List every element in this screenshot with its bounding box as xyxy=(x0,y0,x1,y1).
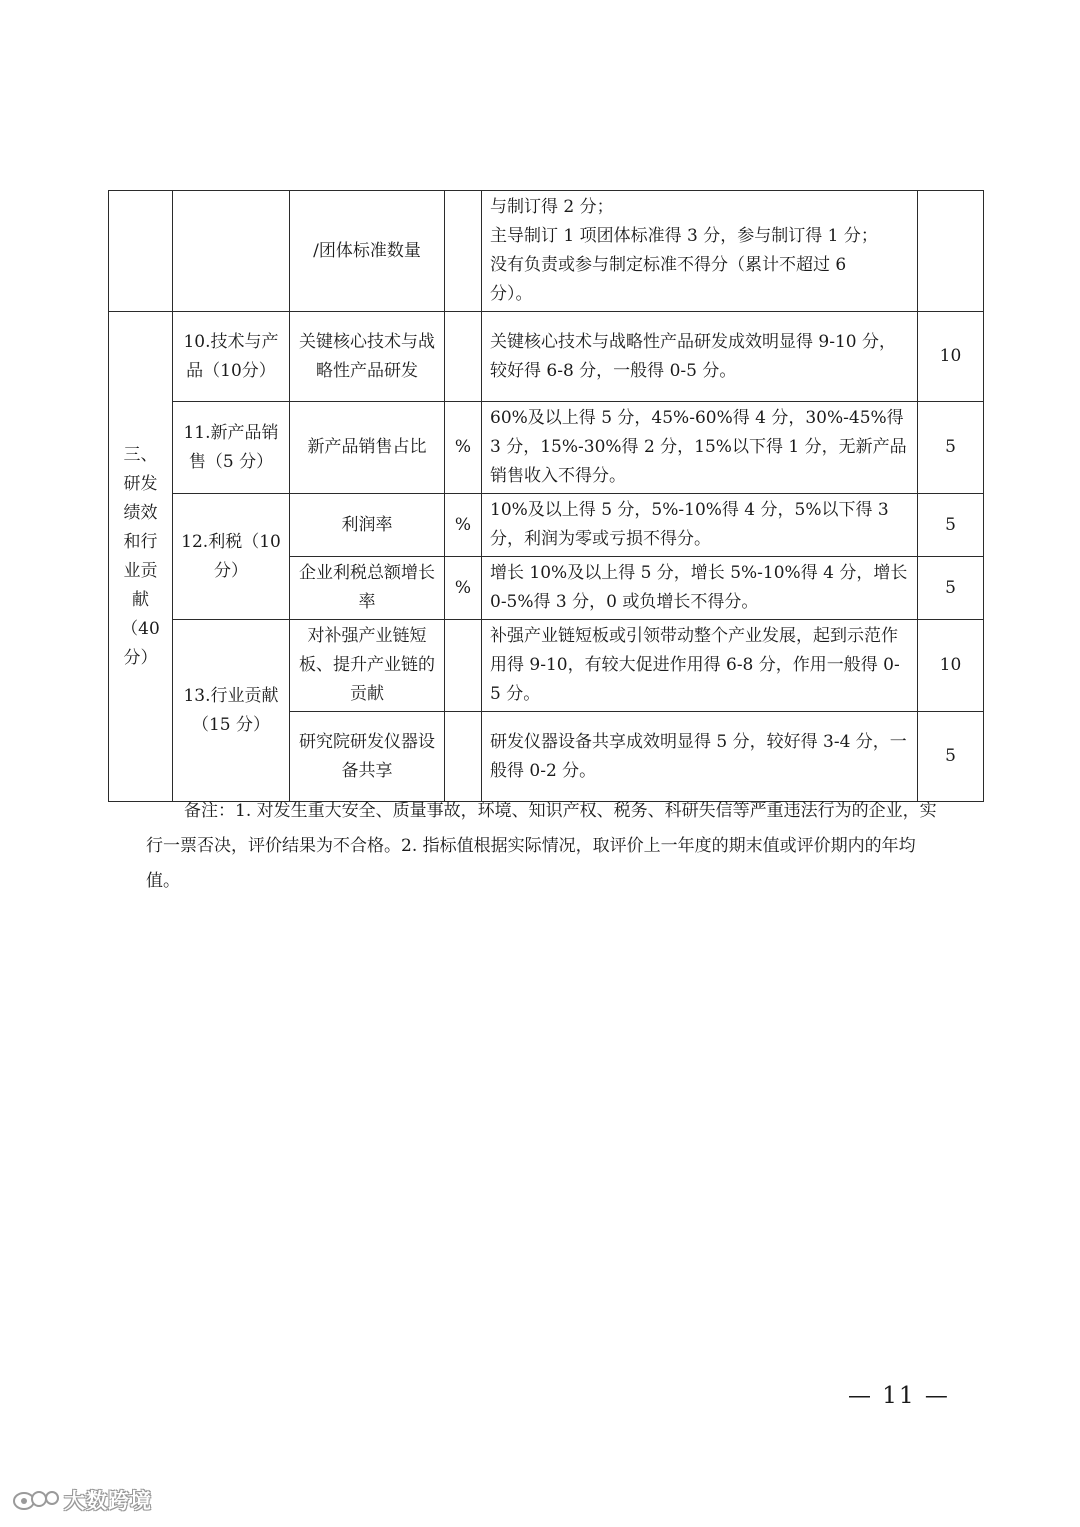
group-cell-blank xyxy=(173,191,290,312)
table-row xyxy=(109,494,984,557)
page-number: — 11 — xyxy=(848,1383,950,1409)
unit-cell xyxy=(445,620,482,712)
section-label-line: 献 xyxy=(132,589,149,610)
criteria-line: 与制订得 2 分； xyxy=(490,197,614,217)
criteria-cell: 60%及以上得 5 分，45%-60%得 4 分，30%-45%得 3 分，15%-30%得 2 分，15%以下得 1 分，无新产品销售收入不得分。 xyxy=(482,402,918,494)
unit-cell xyxy=(445,312,482,402)
unit-cell: % xyxy=(445,402,482,494)
table-row xyxy=(109,620,984,712)
indicator-cell: 关键核心技术与战略性产品研发 xyxy=(290,312,445,402)
section-label-line: 和行 xyxy=(123,531,158,552)
table-row xyxy=(109,402,984,494)
section-label-line: 三、 xyxy=(123,444,158,465)
criteria-cell xyxy=(482,191,918,312)
criteria-cell: 10%及以上得 5 分，5%-10%得 4 分，5%以下得 3 分，利润为零或亏损不得分。 xyxy=(482,494,918,557)
score-cell: 10 xyxy=(918,312,984,402)
watermark xyxy=(12,1483,172,1517)
indicator-cell: 新产品销售占比 xyxy=(290,402,445,494)
section-label-cell xyxy=(109,312,173,802)
indicator-cell: 企业利税总额增长率 xyxy=(290,557,445,620)
footnote xyxy=(146,794,946,899)
section-cell-blank xyxy=(109,191,173,312)
group-cell: 12.利税（10 分） xyxy=(173,494,290,620)
criteria-line: 分）。 xyxy=(490,284,533,304)
criteria-line: 没有负责或参与制定标准不得分（累计不超过 6 xyxy=(490,255,847,275)
watermark-text: 大数跨境 xyxy=(64,1489,152,1513)
score-cell: 5 xyxy=(918,712,984,802)
criteria-cell: 研发仪器设备共享成效明显得 5 分，较好得 3-4 分，一般得 0-2 分。 xyxy=(482,712,918,802)
footnote-text: 备注：1. 对发生重大安全、质量事故，环境、知识产权、税务、科研失信等严重违法行为的企业，实行一票否决，评价结果为不合格。2. 指标值根据实际情况，取评价上一年度的期末值或评价期内的年均值。 xyxy=(146,801,937,891)
indicator-cell: 利润率 xyxy=(290,494,445,557)
score-cell: 5 xyxy=(918,557,984,620)
criteria-line: 主导制订 1 项团体标准得 3 分，参与制订得 1 分； xyxy=(490,226,878,246)
score-cell: 5 xyxy=(918,402,984,494)
unit-cell: % xyxy=(445,557,482,620)
evaluation-table xyxy=(108,190,984,802)
score-cell: 10 xyxy=(918,620,984,712)
criteria-cell: 补强产业链短板或引领带动整个产业发展，起到示范作用得 9-10，有较大促进作用得 6-8 分，作用一般得 0-5 分。 xyxy=(482,620,918,712)
unit-cell xyxy=(445,712,482,802)
section-label-line: （40 xyxy=(121,618,160,639)
group-cell: 13.行业贡献（15 分） xyxy=(173,620,290,802)
table-row xyxy=(109,312,984,402)
section-label-line: 研发 xyxy=(123,473,158,494)
indicator-cell: /团体标准数量 xyxy=(290,191,445,312)
unit-cell: % xyxy=(445,494,482,557)
weibo-like-logo-icon xyxy=(12,1485,60,1513)
group-cell: 11.新产品销售（5 分） xyxy=(173,402,290,494)
criteria-cell: 关键核心技术与战略性产品研发成效明显得 9-10 分，较好得 6-8 分，一般得 0-5 分。 xyxy=(482,312,918,402)
group-cell: 10.技术与产品（10分） xyxy=(173,312,290,402)
section-label-line: 绩效 xyxy=(123,502,158,523)
score-cell xyxy=(918,191,984,312)
indicator-cell: 对补强产业链短板、提升产业链的贡献 xyxy=(290,620,445,712)
criteria-cell: 增长 10%及以上得 5 分，增长 5%-10%得 4 分，增长 0-5%得 3 分，0 或负增长不得分。 xyxy=(482,557,918,620)
section-label-line: 业贡 xyxy=(123,560,158,581)
score-cell: 5 xyxy=(918,494,984,557)
indicator-cell: 研究院研发仪器设备共享 xyxy=(290,712,445,802)
unit-cell xyxy=(445,191,482,312)
section-label-line: 分） xyxy=(123,647,158,668)
table-row xyxy=(109,191,984,312)
